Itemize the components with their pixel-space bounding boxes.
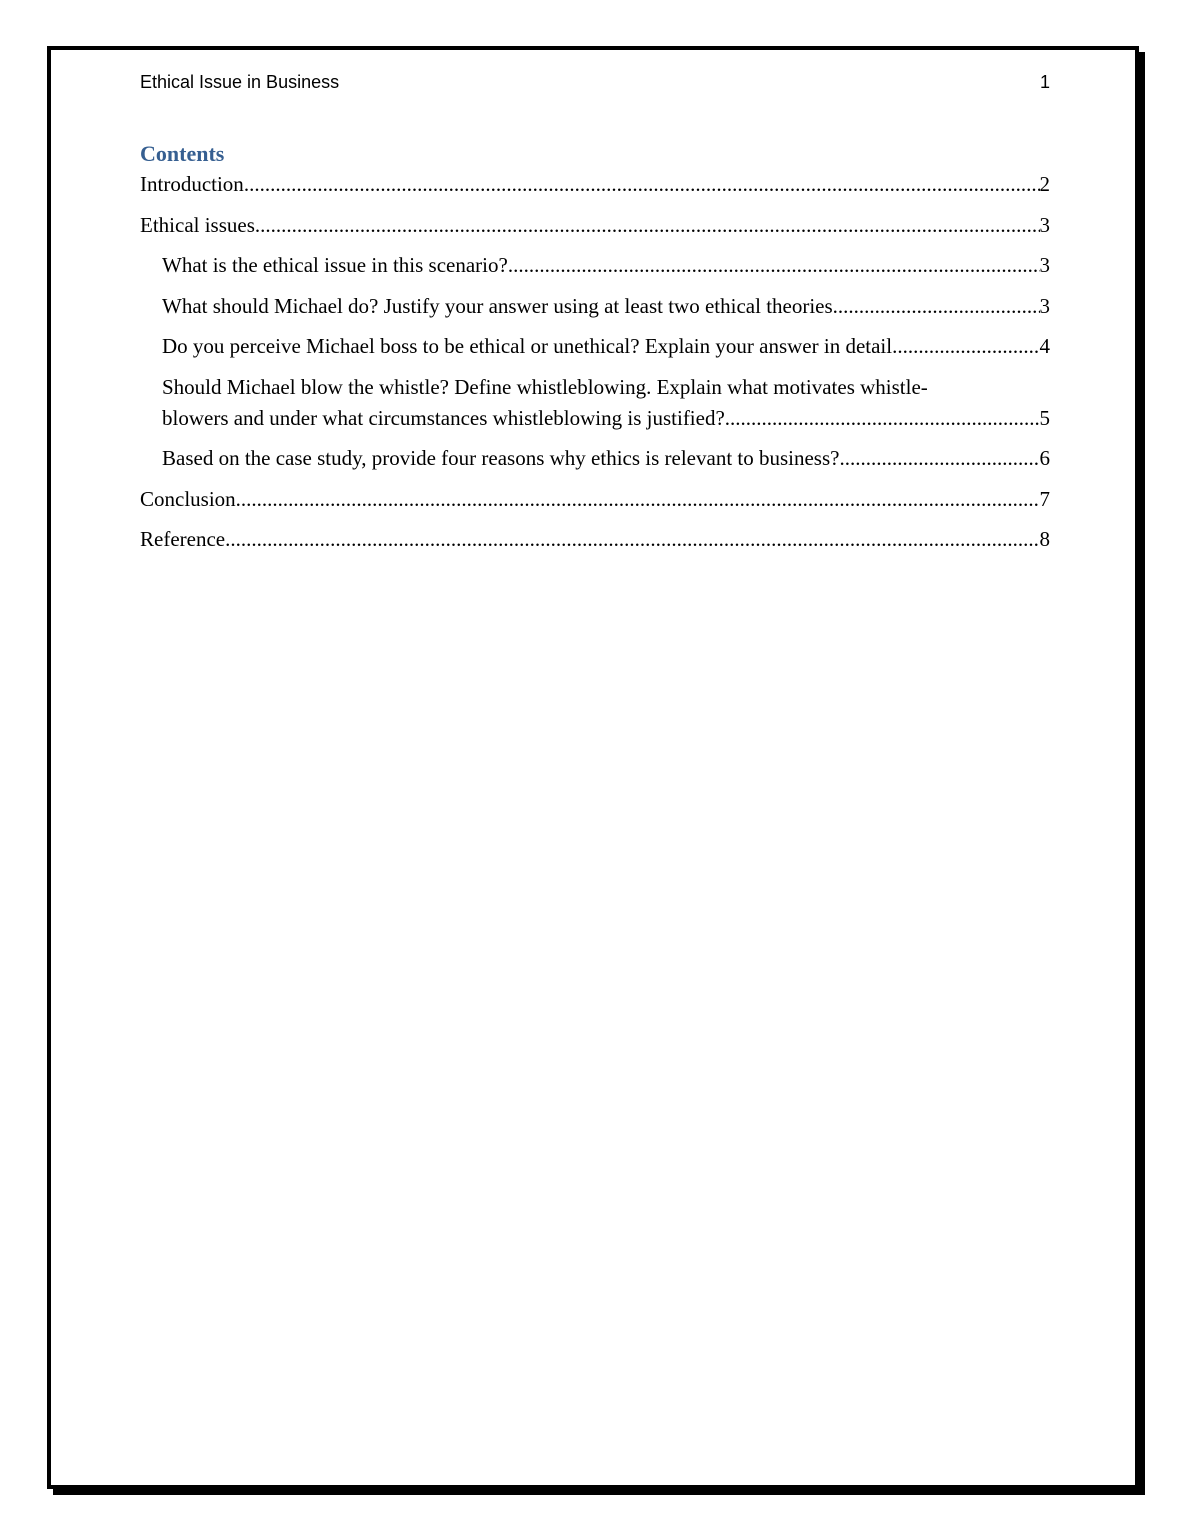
toc-dot-leader	[244, 169, 1040, 200]
toc-entry-label: What is the ethical issue in this scenario?	[162, 253, 508, 277]
toc-dot-leader	[255, 210, 1040, 241]
toc-dot-leader	[833, 291, 1040, 322]
toc-entry-conclusion[interactable]	[140, 484, 1050, 515]
toc-page-number: 8	[1039, 527, 1050, 551]
toc-dot-leader	[839, 443, 1039, 474]
toc-entry-reference[interactable]	[140, 524, 1050, 555]
toc-entry-label: Conclusion	[140, 486, 236, 511]
toc-page-number: 4	[1039, 334, 1050, 358]
toc-dot-leader	[508, 250, 1040, 281]
toc-entry-what-should-michael-do[interactable]	[140, 291, 1050, 322]
toc-entry-label: Reference	[140, 527, 226, 551]
toc-entry-label: Introduction	[140, 172, 244, 196]
toc-entry-label: Based on the case study, provide four reasons why ethics is relevant to business?	[162, 446, 840, 470]
toc-dot-leader	[725, 403, 1040, 434]
toc-entry-four-reasons[interactable]	[140, 443, 1050, 474]
toc-page-number: 2	[1039, 172, 1050, 196]
toc-entry-label-line1: Should Michael blow the whistle? Define whistleblowing. Explain what motivates whistle-	[162, 374, 928, 399]
toc-page-number: 3	[1039, 293, 1050, 318]
page-header	[140, 72, 1050, 96]
toc-entry-whistleblowing[interactable]	[140, 372, 1050, 434]
toc-entry-ethical-issues[interactable]	[140, 210, 1050, 241]
toc-dot-leader	[236, 484, 1040, 515]
toc-dot-leader	[892, 331, 1039, 362]
toc-page-number: 6	[1039, 446, 1050, 470]
toc-heading: Contents	[140, 141, 225, 166]
toc-entry-label: Do you perceive Michael boss to be ethical or unethical? Explain your answer in detail	[162, 334, 893, 358]
running-head-title: Ethical Issue in Business	[140, 72, 340, 92]
toc-page-number: 5	[1039, 405, 1050, 430]
toc-page-number: 3	[1039, 253, 1050, 277]
toc-entry-introduction[interactable]	[140, 169, 1050, 200]
toc-entry-label-line2: blowers and under what circumstances whistleblowing is justified?	[162, 405, 725, 430]
table-of-contents	[140, 139, 1050, 565]
toc-entry-ethical-issue-scenario[interactable]	[140, 250, 1050, 281]
toc-page-number: 3	[1039, 212, 1050, 237]
toc-entry-michael-boss-ethical[interactable]	[140, 331, 1050, 362]
toc-entry-label: Ethical issues	[140, 212, 255, 237]
toc-entry-label: What should Michael do? Justify your answer using at least two ethical theories	[162, 293, 833, 318]
toc-page-number: 7	[1039, 486, 1050, 511]
page-number: 1	[1039, 72, 1050, 92]
toc-dot-leader	[225, 524, 1039, 555]
